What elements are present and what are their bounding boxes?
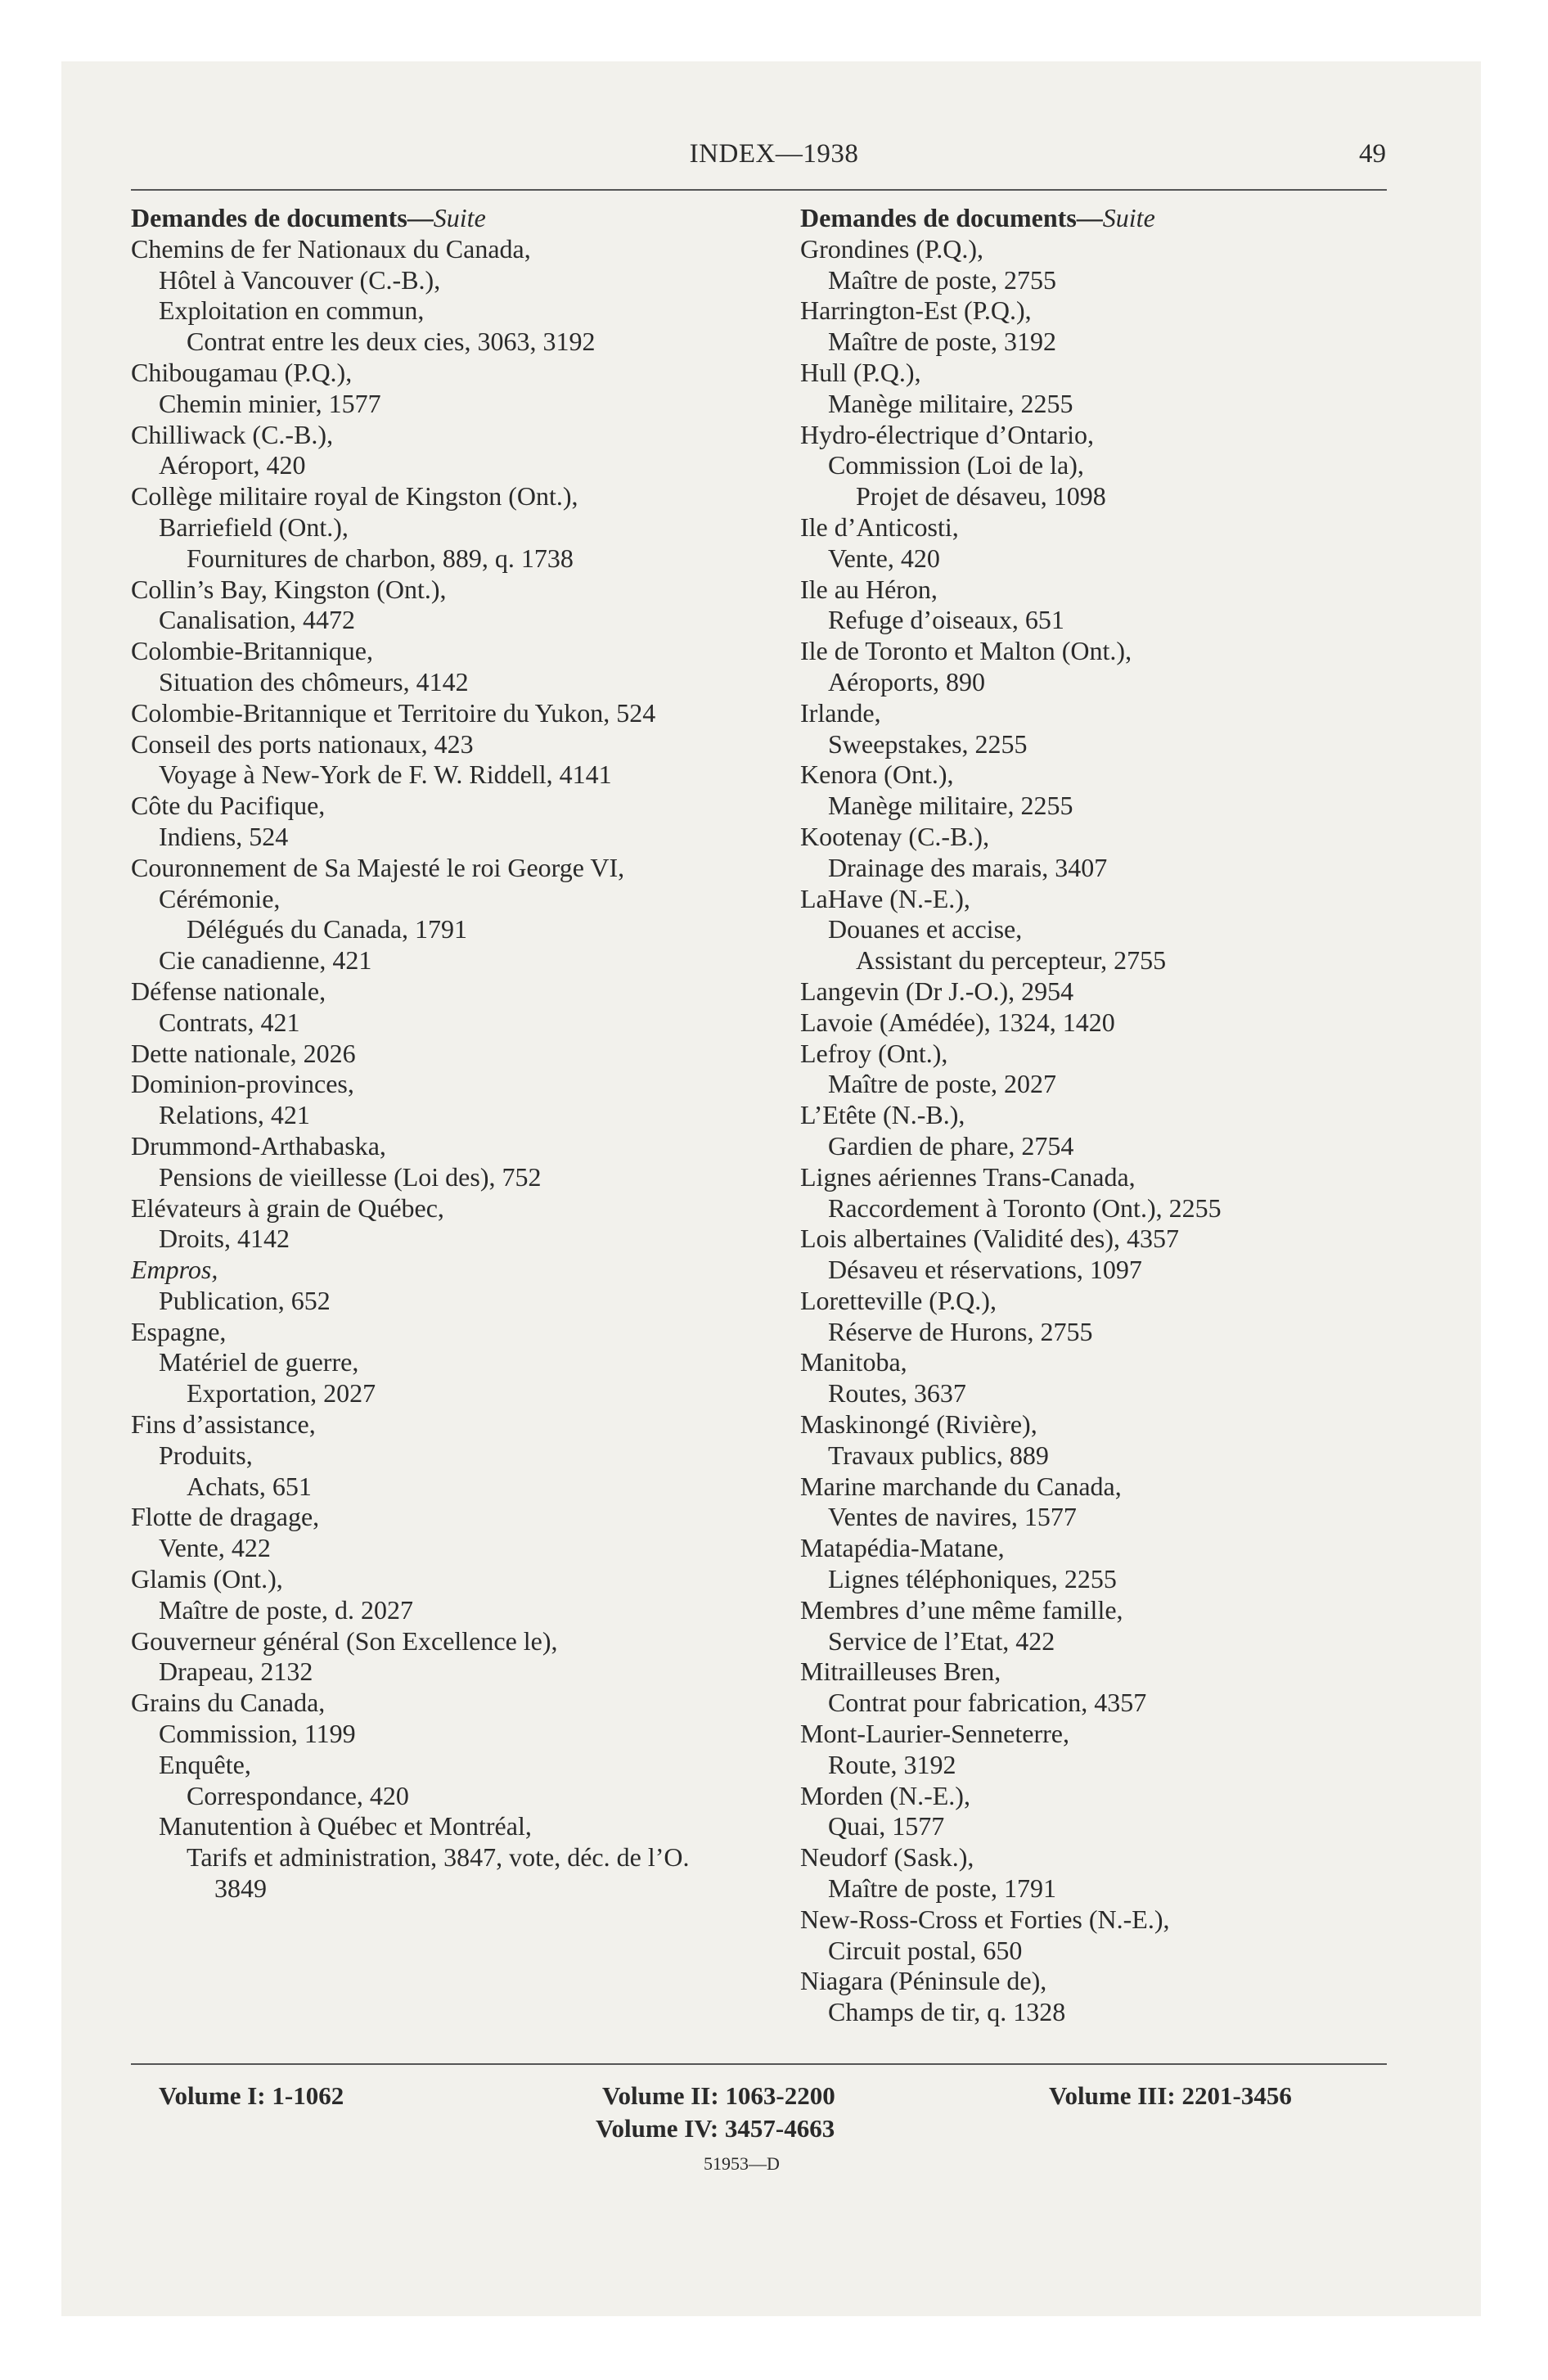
index-entry: Gouverneur général (Son Excellence le),	[131, 1625, 558, 1656]
index-entry: Manutention à Québec et Montréal,	[159, 1811, 532, 1841]
index-entry: Exploitation en commun,	[159, 295, 425, 326]
print-code: 51953—D	[704, 2153, 780, 2174]
index-entry: Correspondance, 420	[187, 1780, 409, 1810]
footer-volume-4: Volume IV: 3457-4663	[596, 2114, 835, 2143]
index-entry: Douanes et accise,	[828, 914, 1023, 944]
index-entry: Maître de poste, 2755	[828, 264, 1057, 295]
index-entry: Travaux publics, 889	[828, 1440, 1049, 1470]
index-entry: Cérémonie,	[159, 883, 281, 913]
index-entry: Maître de poste, 3192	[828, 327, 1057, 357]
index-entry: Routes, 3637	[828, 1378, 966, 1409]
index-entry: Matériel de guerre,	[159, 1347, 359, 1377]
index-entry: Contrats, 421	[159, 1007, 300, 1037]
index-entries-left	[131, 234, 728, 1904]
index-entry: Chemins de fer Nationaux du Canada,	[131, 233, 531, 264]
index-entry: Conseil des ports nationaux, 423	[131, 728, 474, 759]
index-entry: Commission, 1199	[159, 1719, 356, 1749]
index-column-right	[800, 203, 1397, 2028]
index-entry: Fins d’assistance,	[131, 1409, 316, 1440]
index-entry: Ventes de navires, 1577	[828, 1502, 1077, 1532]
index-entry: Kootenay (C.-B.),	[800, 821, 990, 851]
index-entry: Mitrailleuses Bren,	[800, 1657, 1001, 1687]
page-number: 49	[1359, 139, 1386, 169]
index-entry: Aéroport, 420	[159, 450, 306, 480]
index-entry: Réserve de Hurons, 2755	[828, 1316, 1093, 1346]
index-entry: Neudorf (Sask.),	[800, 1842, 974, 1873]
index-entry: Voyage à New-York de F. W. Riddell, 4141	[159, 760, 612, 790]
index-entry: Chibougamau (P.Q.),	[131, 357, 353, 387]
index-entry: Lavoie (Amédée), 1324, 1420	[800, 1007, 1115, 1037]
index-entry: Refuge d’oiseaux, 651	[828, 605, 1064, 635]
column-heading-suite: Suite	[433, 203, 486, 232]
index-entry: Grains du Canada,	[131, 1688, 326, 1718]
index-entry: Espagne,	[131, 1316, 227, 1346]
index-entry: Elévateurs à grain de Québec,	[131, 1192, 444, 1223]
index-entry: Contrat entre les deux cies, 3063, 3192	[187, 327, 596, 357]
index-entry: Colombie-Britannique et Territoire du Yukon, 524	[131, 697, 656, 728]
index-entry: L’Etête (N.-B.),	[800, 1100, 965, 1130]
index-entry: Délégués du Canada, 1791	[187, 914, 468, 944]
index-entry: Défense nationale,	[131, 976, 326, 1006]
index-entry: Maskinongé (Rivière),	[800, 1409, 1037, 1440]
index-entry: Vente, 422	[159, 1533, 271, 1563]
index-entry: New-Ross-Cross et Forties (N.-E.),	[800, 1904, 1170, 1934]
column-heading-text: Demandes de documents—	[131, 203, 434, 232]
index-entry: Gardien de phare, 2754	[828, 1130, 1074, 1161]
index-entry: Manège militaire, 2255	[828, 791, 1073, 821]
index-entry: Service de l’Etat, 422	[828, 1625, 1055, 1656]
index-entry: Hôtel à Vancouver (C.-B.),	[159, 264, 441, 295]
index-entry: Matapédia-Matane,	[800, 1533, 1005, 1563]
index-entry: Achats, 651	[187, 1471, 312, 1501]
index-entry: Assistant du percepteur, 2755	[856, 945, 1167, 976]
column-heading-suite: Suite	[1102, 203, 1155, 232]
index-entry: Désaveu et réservations, 1097	[828, 1255, 1142, 1285]
index-entry: Tarifs et administration, 3847, vote, déc. de l’O. 3849	[187, 1842, 690, 1904]
index-entry: Contrat pour fabrication, 4357	[828, 1688, 1147, 1718]
index-entry: Membres d’une même famille,	[800, 1594, 1123, 1625]
footer-volume-1: Volume I: 1-1062	[159, 2081, 344, 2110]
index-entry: Relations, 421	[159, 1100, 310, 1130]
index-entry: Maître de poste, 1791	[828, 1873, 1057, 1904]
index-entry: Produits,	[159, 1440, 253, 1470]
index-entry: Dette nationale, 2026	[131, 1038, 356, 1068]
index-entry: Drapeau, 2132	[159, 1657, 313, 1687]
index-entry: Sweepstakes, 2255	[828, 728, 1028, 759]
index-entry: Lefroy (Ont.),	[800, 1038, 948, 1068]
index-entry: Lois albertaines (Validité des), 4357	[800, 1224, 1179, 1254]
index-entry: Hydro-électrique d’Ontario,	[800, 419, 1094, 449]
index-entry: Ile au Héron,	[800, 574, 938, 604]
index-entry: Commission (Loi de la),	[828, 450, 1084, 480]
index-entry: LaHave (N.-E.),	[800, 883, 970, 913]
index-entry: Situation des chômeurs, 4142	[159, 666, 469, 696]
index-entry: Côte du Pacifique,	[131, 791, 326, 821]
index-entry: Circuit postal, 650	[828, 1935, 1023, 1965]
index-entry: Quai, 1577	[828, 1811, 945, 1841]
index-entry: Chemin minier, 1577	[159, 388, 381, 418]
index-entry: Loretteville (P.Q.),	[800, 1285, 997, 1315]
index-entry: Dominion-provinces,	[131, 1069, 354, 1099]
index-entry: Drummond-Arthabaska,	[131, 1130, 386, 1161]
index-entry: Droits, 4142	[159, 1224, 290, 1254]
column-heading-right	[800, 203, 1397, 234]
index-entry: Manège militaire, 2255	[828, 388, 1073, 418]
index-entry: Exportation, 2027	[187, 1378, 376, 1409]
index-entry: Champs de tir, q. 1328	[828, 1997, 1066, 2027]
index-entry: Collège militaire royal de Kingston (Ont.),	[131, 481, 578, 512]
index-column-left	[131, 203, 728, 1904]
index-entry: Irlande,	[800, 697, 881, 728]
index-entry: Lignes aériennes Trans-Canada,	[800, 1161, 1136, 1192]
index-entry: Niagara (Péninsule de),	[800, 1966, 1047, 1996]
index-entry: Barriefield (Ont.),	[159, 512, 349, 542]
index-entry: Cie canadienne, 421	[159, 945, 372, 976]
index-entry: Vente, 420	[828, 543, 940, 573]
index-entry: Pensions de vieillesse (Loi des), 752	[159, 1161, 542, 1192]
index-entry: Grondines (P.Q.),	[800, 233, 983, 264]
page-header-title: INDEX—1938	[689, 139, 859, 169]
index-entries-right	[800, 234, 1397, 2028]
index-entry: Ile d’Anticosti,	[800, 512, 959, 542]
index-entry: Aéroports, 890	[828, 666, 985, 696]
footer-volume-3: Volume III: 2201-3456	[1049, 2081, 1292, 2110]
index-entry: Harrington-Est (P.Q.),	[800, 295, 1032, 326]
index-entry: Maître de poste, 2027	[828, 1069, 1057, 1099]
footer-volume-2: Volume II: 1063-2200	[602, 2081, 835, 2110]
index-entry: Raccordement à Toronto (Ont.), 2255	[828, 1192, 1222, 1223]
index-entry: Flotte de dragage,	[131, 1502, 320, 1532]
index-entry: Publication, 652	[159, 1285, 331, 1315]
index-entry: Marine marchande du Canada,	[800, 1471, 1122, 1501]
index-entry: Projet de désaveu, 1098	[856, 481, 1106, 512]
index-entry: Glamis (Ont.),	[131, 1564, 283, 1594]
index-entry: Drainage des marais, 3407	[828, 852, 1108, 882]
index-entry: Canalisation, 4472	[159, 605, 355, 635]
index-entry: Route, 3192	[828, 1749, 956, 1779]
column-heading-left	[131, 203, 728, 234]
index-entry: Kenora (Ont.),	[800, 760, 954, 790]
index-entry: Indiens, 524	[159, 821, 289, 851]
index-entry: Mont-Laurier-Senneterre,	[800, 1719, 1069, 1749]
index-entry: Lignes téléphoniques, 2255	[828, 1564, 1117, 1594]
index-entry: Maître de poste, d. 2027	[159, 1594, 414, 1625]
index-entry: Couronnement de Sa Majesté le roi George VI,	[131, 852, 625, 882]
index-entry: Ile de Toronto et Malton (Ont.),	[800, 636, 1132, 666]
index-entry: Manitoba,	[800, 1347, 907, 1377]
index-entry: Hull (P.Q.),	[800, 357, 921, 387]
index-entry: Langevin (Dr J.-O.), 2954	[800, 976, 1074, 1006]
index-entry: Colombie-Britannique,	[131, 636, 373, 666]
header-rule	[131, 189, 1387, 191]
index-entry: Collin’s Bay, Kingston (Ont.),	[131, 574, 447, 604]
index-entry: Empros,	[131, 1255, 218, 1285]
column-heading-text: Demandes de documents—	[800, 203, 1103, 232]
index-entry: Enquête,	[159, 1749, 251, 1779]
footer-rule	[131, 2063, 1387, 2065]
index-entry: Chilliwack (C.-B.),	[131, 419, 334, 449]
index-entry: Morden (N.-E.),	[800, 1780, 970, 1810]
index-entry: Fournitures de charbon, 889, q. 1738	[187, 543, 574, 573]
